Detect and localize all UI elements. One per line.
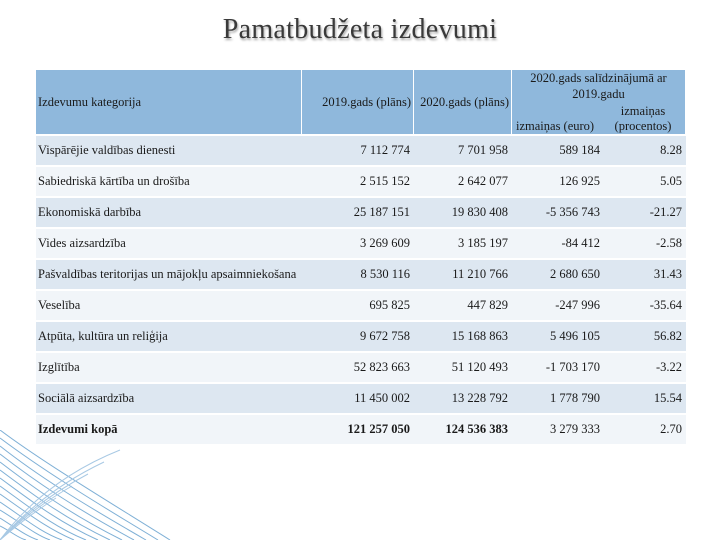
table-row: [36, 260, 686, 289]
row-category: Sociālā aizsardzība: [36, 384, 302, 413]
row-change-pct: -21.27: [604, 198, 686, 227]
table-row: [36, 291, 686, 320]
row-plan-2019: 695 825: [302, 291, 414, 320]
row-plan-2019: 11 450 002: [302, 384, 414, 413]
total-plan-2019: 121 257 050: [302, 415, 414, 444]
table-row: [36, 353, 686, 382]
page-title: Pamatbudžeta izdevumi: [222, 14, 498, 45]
row-change: -5 356 743: [512, 198, 604, 227]
expenditure-table: [36, 68, 686, 446]
row-change-pct: -3.22: [604, 353, 686, 382]
header-category: Izdevumu kategorija: [36, 70, 302, 134]
row-category: Vispārējie valdības dienesti: [36, 136, 302, 165]
header-plan-2019: 2019.gads (plāns): [302, 70, 414, 134]
table-row: [36, 229, 686, 258]
row-category: Ekonomiskā darbība: [36, 198, 302, 227]
row-plan-2019: 25 187 151: [302, 198, 414, 227]
row-plan-2019: 8 530 116: [302, 260, 414, 289]
row-category: Vides aizsardzība: [36, 229, 302, 258]
table-row: [36, 167, 686, 196]
table-row: [36, 322, 686, 351]
table-row: [36, 198, 686, 227]
total-change: 3 279 333: [512, 415, 604, 444]
row-plan-2020: 7 701 958: [414, 136, 512, 165]
row-plan-2019: 52 823 663: [302, 353, 414, 382]
row-change-pct: 15.54: [604, 384, 686, 413]
row-change: 126 925: [512, 167, 604, 196]
row-change-pct: 31.43: [604, 260, 686, 289]
table-header-row: [36, 70, 686, 134]
row-plan-2020: 11 210 766: [414, 260, 512, 289]
header-comparison: [512, 70, 686, 134]
row-change-pct: -35.64: [604, 291, 686, 320]
row-change: 5 496 105: [512, 322, 604, 351]
row-plan-2020: 13 228 792: [414, 384, 512, 413]
row-plan-2019: 2 515 152: [302, 167, 414, 196]
header-change-euro: izmaiņas (euro): [516, 119, 595, 133]
row-change: -247 996: [512, 291, 604, 320]
row-category: Izglītība: [36, 353, 302, 382]
row-plan-2020: 3 185 197: [414, 229, 512, 258]
header-comparison-line2: 2019.gadu: [572, 87, 625, 101]
decorative-line-pattern: [0, 430, 200, 540]
row-category: Sabiedriskā kārtība un drošība: [36, 167, 302, 196]
header-comparison-line1: 2020.gads salīdzinājumā ar: [530, 71, 667, 85]
row-change: -1 703 170: [512, 353, 604, 382]
row-plan-2020: 51 120 493: [414, 353, 512, 382]
row-change-pct: 8.28: [604, 136, 686, 165]
row-plan-2019: 3 269 609: [302, 229, 414, 258]
header-change-pct: [601, 104, 685, 134]
row-plan-2020: 19 830 408: [414, 198, 512, 227]
row-plan-2020: 447 829: [414, 291, 512, 320]
row-plan-2019: 7 112 774: [302, 136, 414, 165]
row-change-pct: -2.58: [604, 229, 686, 258]
header-change-pct-line1: izmaiņas: [620, 104, 666, 118]
row-change: -84 412: [512, 229, 604, 258]
row-plan-2019: 9 672 758: [302, 322, 414, 351]
row-change: 1 778 790: [512, 384, 604, 413]
row-category: Atpūta, kultūra un reliģija: [36, 322, 302, 351]
row-plan-2020: 2 642 077: [414, 167, 512, 196]
row-change: 589 184: [512, 136, 604, 165]
total-category: Izdevumi kopā: [36, 415, 302, 444]
table-row: [36, 136, 686, 165]
header-plan-2020: 2020.gads (plāns): [414, 70, 512, 134]
row-change: 2 680 650: [512, 260, 604, 289]
total-plan-2020: 124 536 383: [414, 415, 512, 444]
row-change-pct: 5.05: [604, 167, 686, 196]
table-row: [36, 384, 686, 413]
row-category: Veselība: [36, 291, 302, 320]
total-change-pct: 2.70: [604, 415, 686, 444]
row-plan-2020: 15 168 863: [414, 322, 512, 351]
header-change-pct-line2: (procentos): [614, 119, 672, 133]
row-category: Pašvaldības teritorijas un mājokļu apsaimniekošana: [36, 260, 302, 289]
row-change-pct: 56.82: [604, 322, 686, 351]
